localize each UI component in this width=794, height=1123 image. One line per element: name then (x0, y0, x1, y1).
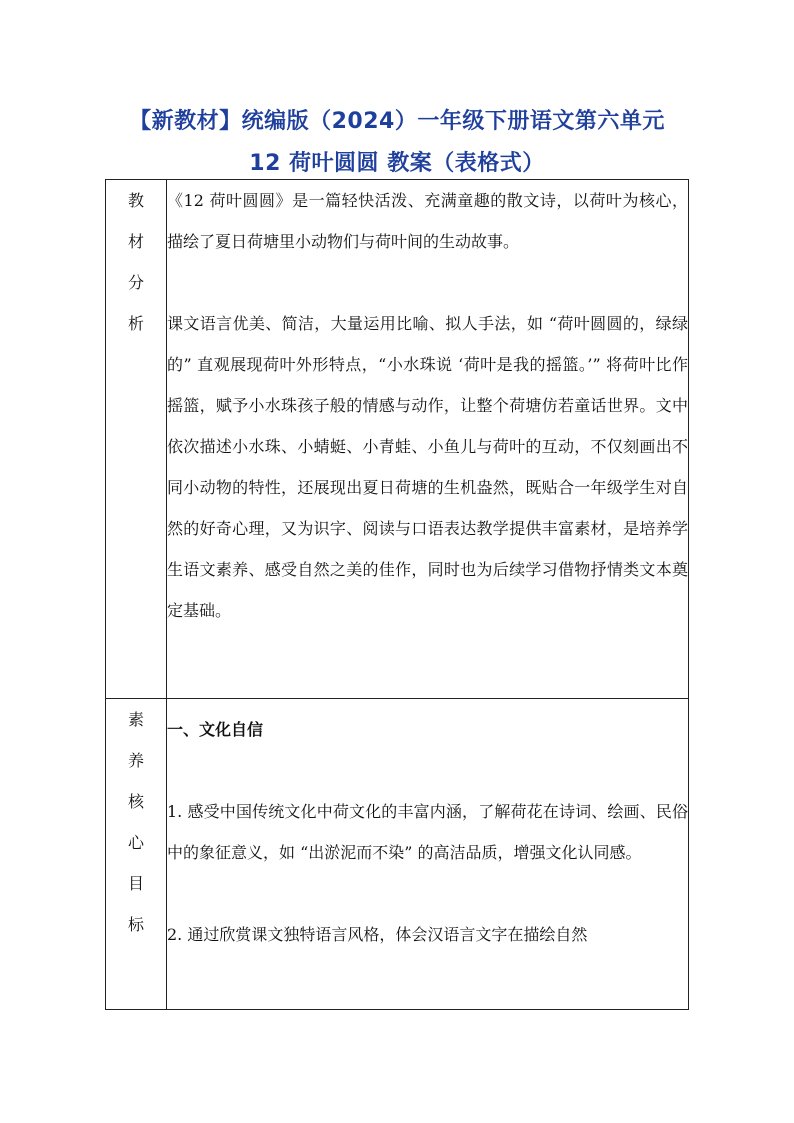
label-char: 素 (127, 710, 144, 729)
row-content-cell (167, 180, 689, 699)
row-label-cell (106, 180, 167, 699)
label-char: 养 (127, 751, 144, 770)
row-label-cell (106, 699, 167, 1010)
goal-paragraph-2: 2. 通过欣赏课文独特语言风格，体会汉语言文字在描绘自然 (167, 925, 588, 944)
document-title-line-1: 【新教材】统编版（2024）一年级下册语文第六单元 (129, 109, 665, 134)
row-label-core-literacy-goals (106, 699, 166, 945)
section-heading-cultural-confidence: 一、文化自信 (167, 720, 264, 739)
label-char: 心 (127, 833, 144, 852)
analysis-paragraph-2: 课文语言优美、简洁，大量运用比喻、拟人手法，如 “荷叶圆圆的，绿绿的” 直观展现荷叶外形特点，“小水珠说 ‘荷叶是我的摇篮。’” 将荷叶比作摇篮，赋予小水珠孩子般的情感与动作，让整个荷塘仿若童话世界。文中依次描述小水珠、小蜻蜓、小青蛙、小鱼儿与荷叶的互动，不仅刻画出不同小动物的特性，还展现出夏日荷塘的生机盎然，既贴合一年级学生对自然的好奇心理，又为识字、阅读与口语表达教学提供丰富素材，是培养学生语文素养、感受自然之美的佳作，同时也为后续学习借物抒情类文本奠定基础。 (167, 314, 688, 620)
label-char: 标 (127, 915, 144, 934)
label-char: 析 (127, 314, 144, 333)
label-char: 核 (127, 792, 144, 811)
table-row-core-literacy-goals (106, 699, 689, 1010)
row-content-cell (167, 699, 689, 1010)
goal-paragraph-1: 1. 感受中国传统文化中荷文化的丰富内涵，了解荷花在诗词、绘画、民俗中的象征意义，如 “出淤泥而不染” 的高洁品质，增强文化认同感。 (167, 802, 688, 862)
document-title-line-2: 12 荷叶圆圆 教案（表格式） (249, 151, 545, 176)
analysis-paragraph-1: 《12 荷叶圆圆》是一篇轻快活泼、充满童趣的散文诗，以荷叶为核心，描绘了夏日荷塘里小动物们与荷叶间的生动故事。 (167, 191, 688, 251)
lesson-plan-table (105, 179, 689, 1010)
row-label-textbook-analysis (106, 180, 166, 344)
label-char: 教 (127, 191, 144, 210)
label-char: 目 (127, 874, 144, 893)
label-char: 分 (127, 273, 144, 292)
label-char: 材 (127, 232, 144, 251)
table-row-textbook-analysis (106, 180, 689, 699)
